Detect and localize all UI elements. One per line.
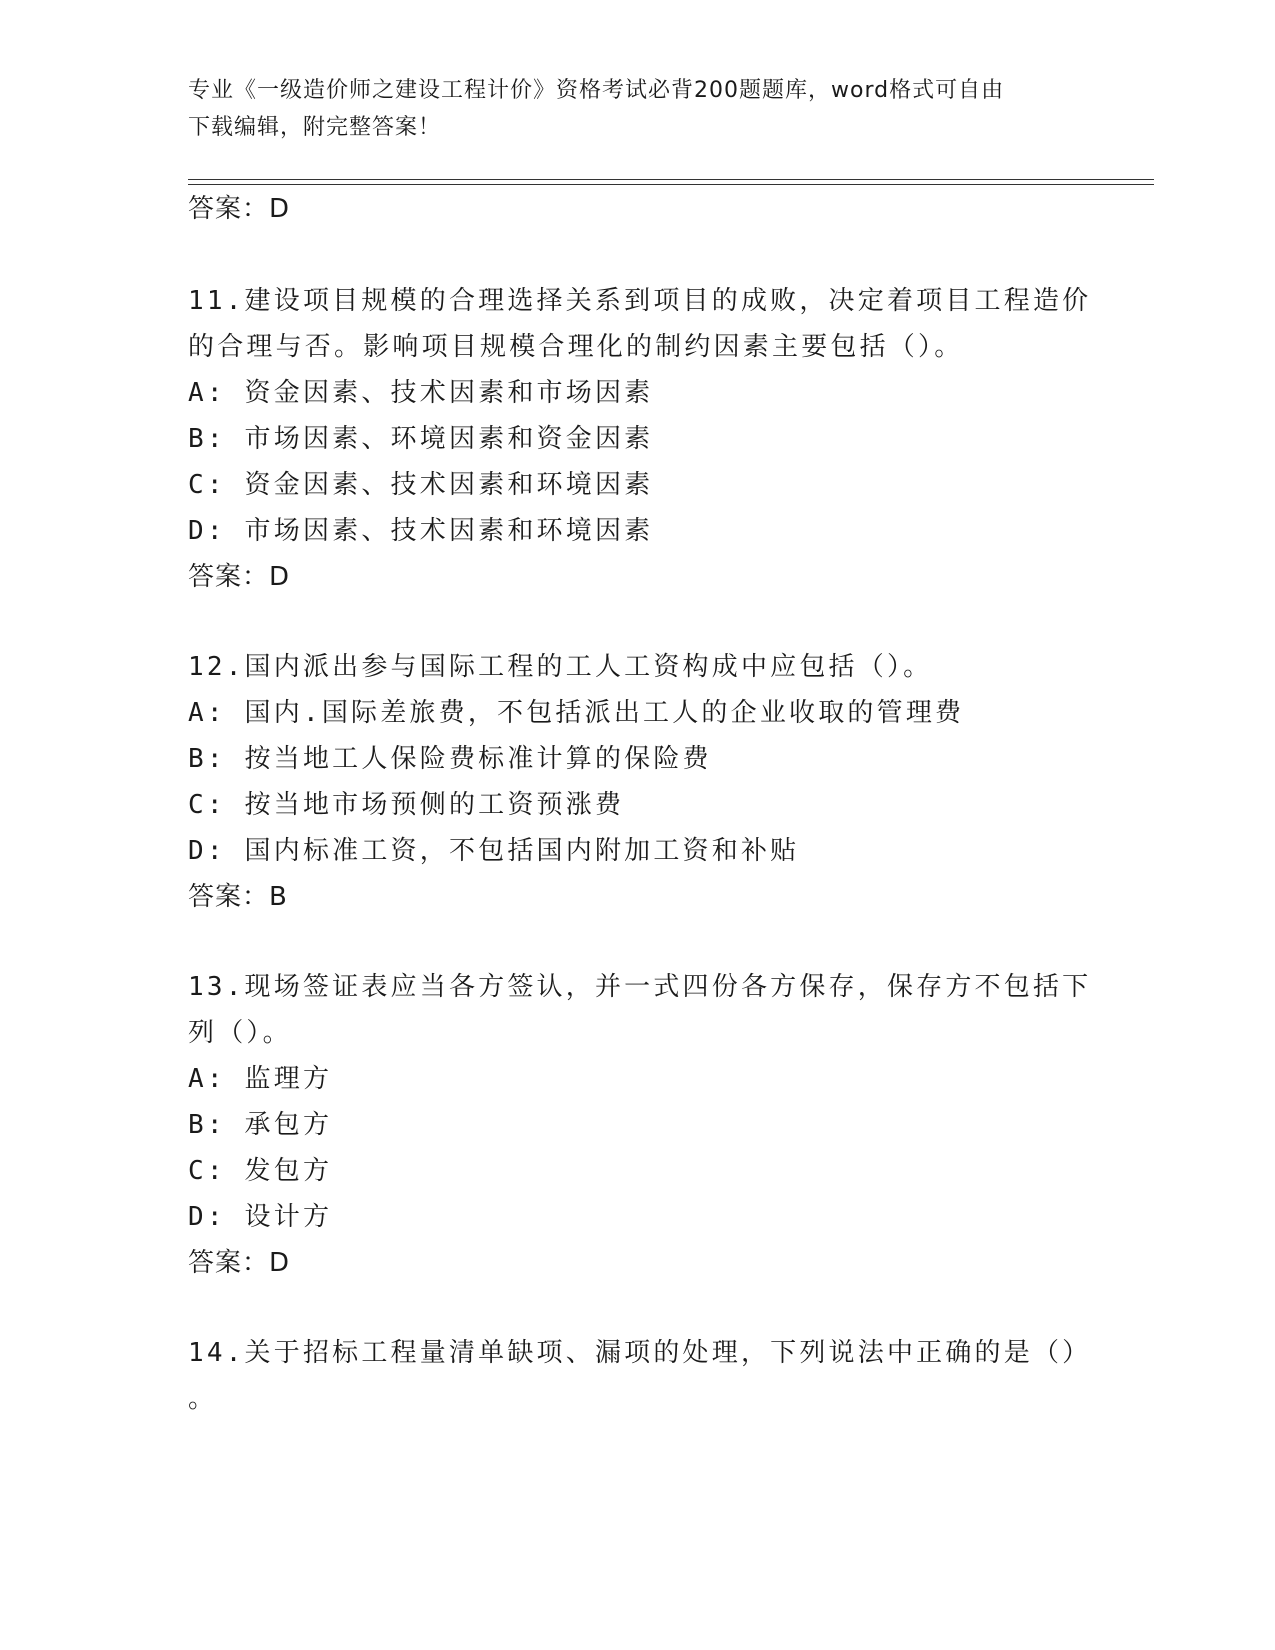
option-a: A: 国内.国际差旅费，不包括派出工人的企业收取的管理费	[188, 698, 965, 728]
previous-answer: 答案：D	[188, 194, 291, 224]
option-c: C: 资金因素、技术因素和环境因素	[188, 470, 654, 500]
option-c: C: 按当地市场预侧的工资预涨费	[188, 790, 625, 820]
question-block	[188, 964, 1092, 1286]
option-d: D: 国内标准工资，不包括国内附加工资和补贴	[188, 836, 800, 866]
option-d: D: 设计方	[188, 1202, 333, 1232]
question-block	[188, 1330, 1092, 1422]
question-block	[188, 644, 1088, 920]
option-a: A: 资金因素、技术因素和市场因素	[188, 378, 654, 408]
header-divider-bottom	[188, 184, 1154, 185]
option-b: B: 按当地工人保险费标准计算的保险费	[188, 744, 712, 774]
question-stem-line: 12.国内派出参与国际工程的工人工资构成中应包括（）。	[188, 652, 933, 682]
option-a: A: 监理方	[188, 1064, 333, 1094]
option-d: D: 市场因素、技术因素和环境因素	[188, 516, 654, 546]
question-stem-line: 列（）。	[188, 1018, 292, 1048]
page-header	[188, 72, 1088, 146]
option-b: B: 承包方	[188, 1110, 333, 1140]
question-stem-line: 11.建设项目规模的合理选择关系到项目的成败，决定着项目工程造价	[188, 286, 1092, 316]
question-stem-line: 的合理与否。影响项目规模合理化的制约因素主要包括（）。	[188, 332, 964, 362]
question-stem-line: 。	[188, 1384, 218, 1414]
header-line-1: 专业《一级造价师之建设工程计价》资格考试必背200题题库，word格式可自由	[188, 78, 1005, 103]
question-answer: 答案：D	[188, 1248, 291, 1278]
header-line-2: 下载编辑，附完整答案！	[188, 115, 442, 140]
question-stem-line: 13.现场签证表应当各方签认，并一式四份各方保存，保存方不包括下	[188, 972, 1092, 1002]
question-list	[188, 186, 1092, 1422]
question-answer: 答案：B	[188, 882, 288, 912]
header-divider-top	[188, 179, 1154, 180]
question-stem-line: 14.关于招标工程量清单缺项、漏项的处理，下列说法中正确的是（）	[188, 1338, 1092, 1368]
option-c: C: 发包方	[188, 1156, 333, 1186]
question-block	[188, 278, 1092, 600]
option-b: B: 市场因素、环境因素和资金因素	[188, 424, 654, 454]
question-answer: 答案：D	[188, 562, 291, 592]
